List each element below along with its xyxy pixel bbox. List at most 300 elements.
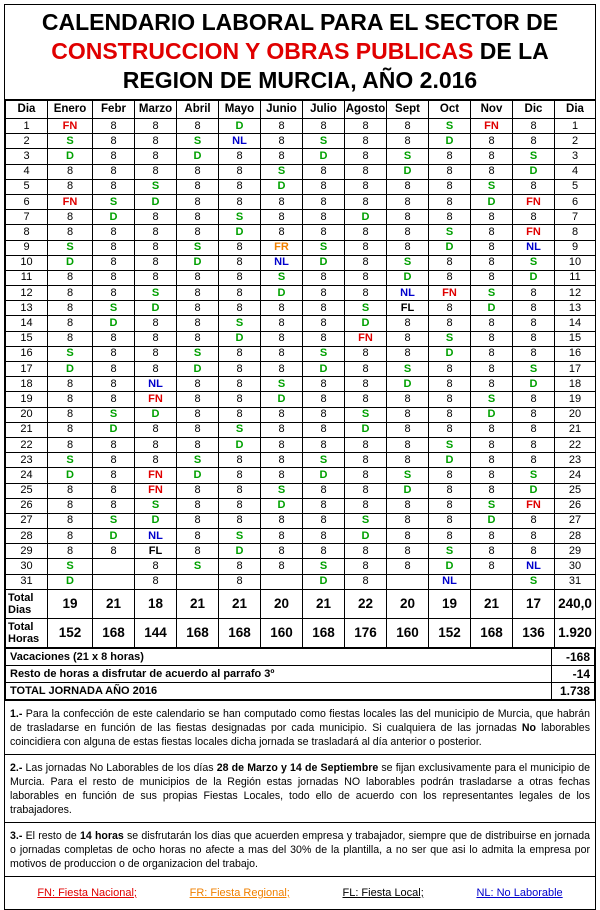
day-status-cell: 8 bbox=[303, 286, 345, 301]
day-status-cell: S bbox=[261, 483, 303, 498]
day-status-cell: FN bbox=[345, 331, 387, 346]
day-status-cell: D bbox=[429, 240, 471, 255]
day-status-cell: S bbox=[387, 468, 429, 483]
summary-table bbox=[5, 648, 595, 700]
day-status-cell: 8 bbox=[48, 316, 93, 331]
day-status-cell: 8 bbox=[429, 513, 471, 528]
day-status-cell: 8 bbox=[345, 544, 387, 559]
total-days-cell: 19 bbox=[48, 589, 93, 618]
day-status-cell: S bbox=[48, 559, 93, 574]
day-number-cell: 22 bbox=[6, 437, 48, 452]
day-status-cell: 8 bbox=[303, 377, 345, 392]
day-status-cell: S bbox=[345, 301, 387, 316]
day-status-cell: 8 bbox=[303, 119, 345, 134]
day-status-cell: 8 bbox=[429, 422, 471, 437]
day-column-header: Dia bbox=[6, 101, 48, 119]
day-status-cell: 8 bbox=[135, 453, 177, 468]
day-status-cell: 8 bbox=[471, 559, 513, 574]
total-hours-cell: 168 bbox=[303, 618, 345, 647]
day-status-cell: D bbox=[345, 316, 387, 331]
day-status-cell: 8 bbox=[513, 210, 555, 225]
day-status-cell: 8 bbox=[93, 286, 135, 301]
day-status-cell: S bbox=[177, 134, 219, 149]
day-number-cell: 23 bbox=[6, 453, 48, 468]
day-status-cell: 8 bbox=[135, 574, 177, 589]
day-status-cell: 8 bbox=[303, 316, 345, 331]
calendar-sheet bbox=[4, 4, 596, 910]
day-status-cell: NL bbox=[429, 574, 471, 589]
day-status-cell: 8 bbox=[471, 362, 513, 377]
day-number-cell: 14 bbox=[6, 316, 48, 331]
day-status-cell: 8 bbox=[93, 483, 135, 498]
day-status-cell: S bbox=[177, 453, 219, 468]
day-status-cell: 8 bbox=[219, 498, 261, 513]
day-status-cell: FN bbox=[513, 225, 555, 240]
day-status-cell: 8 bbox=[345, 362, 387, 377]
summary-value: 1.738 bbox=[552, 682, 595, 699]
day-status-cell: FL bbox=[387, 301, 429, 316]
day-status-cell: S bbox=[219, 210, 261, 225]
day-status-cell: S bbox=[471, 286, 513, 301]
day-status-cell: S bbox=[345, 407, 387, 422]
day-status-cell: 8 bbox=[261, 422, 303, 437]
day-status-cell: 8 bbox=[471, 437, 513, 452]
day-status-cell: D bbox=[471, 407, 513, 422]
day-status-cell: 8 bbox=[177, 210, 219, 225]
day-status-cell: 8 bbox=[303, 513, 345, 528]
day-number-cell: 2 bbox=[555, 134, 596, 149]
day-number-cell: 3 bbox=[6, 149, 48, 164]
title-line-3: REGION DE MURCIA, AÑO 2.016 bbox=[122, 67, 478, 93]
day-status-cell: 8 bbox=[429, 468, 471, 483]
month-column-header: Junio bbox=[261, 101, 303, 119]
total-hours-cell: 152 bbox=[48, 618, 93, 647]
day-status-cell: S bbox=[429, 119, 471, 134]
day-status-cell: D bbox=[387, 270, 429, 285]
day-number-cell: 1 bbox=[555, 119, 596, 134]
day-status-cell: 8 bbox=[93, 149, 135, 164]
day-status-cell: 8 bbox=[471, 316, 513, 331]
day-status-cell: 8 bbox=[261, 210, 303, 225]
day-status-cell: 8 bbox=[429, 529, 471, 544]
day-status-cell: D bbox=[261, 286, 303, 301]
day-status-cell: S bbox=[135, 179, 177, 194]
day-status-cell: NL bbox=[261, 255, 303, 270]
day-status-cell: 8 bbox=[93, 453, 135, 468]
day-status-cell: 8 bbox=[429, 407, 471, 422]
day-status-cell: 8 bbox=[219, 255, 261, 270]
day-status-cell: 8 bbox=[48, 437, 93, 452]
day-number-cell: 28 bbox=[6, 529, 48, 544]
day-status-cell: D bbox=[387, 483, 429, 498]
day-status-cell: 8 bbox=[261, 437, 303, 452]
day-status-cell: 8 bbox=[429, 149, 471, 164]
day-number-cell: 28 bbox=[555, 529, 596, 544]
day-number-cell: 26 bbox=[6, 498, 48, 513]
table-row bbox=[6, 483, 596, 498]
day-status-cell: D bbox=[219, 437, 261, 452]
day-status-cell: 8 bbox=[471, 544, 513, 559]
day-status-cell: 8 bbox=[261, 331, 303, 346]
day-status-cell bbox=[93, 559, 135, 574]
note-emphasis: 28 de Marzo y 14 de Septiembre bbox=[216, 761, 379, 774]
table-row bbox=[6, 453, 596, 468]
day-status-cell: 8 bbox=[303, 225, 345, 240]
day-status-cell: 8 bbox=[219, 483, 261, 498]
day-number-cell: 24 bbox=[555, 468, 596, 483]
day-status-cell: FR bbox=[261, 240, 303, 255]
day-number-cell: 10 bbox=[555, 255, 596, 270]
day-status-cell: D bbox=[429, 346, 471, 361]
day-status-cell: 8 bbox=[513, 529, 555, 544]
day-status-cell: 8 bbox=[471, 240, 513, 255]
note-text: se disfrutarán los dias que acuerden empresa y trabajador, siempre que de distribuirse en jornada o jornadas completas de ocho horas no afecte a mas del 30% de la plantilla, a no ser que asi lo admita la empresa por motivos de produccion o de organizacion del trabajo. bbox=[10, 829, 590, 870]
day-status-cell: S bbox=[48, 134, 93, 149]
day-status-cell: 8 bbox=[303, 529, 345, 544]
day-status-cell: 8 bbox=[219, 574, 261, 589]
day-status-cell: 8 bbox=[48, 179, 93, 194]
day-status-cell: NL bbox=[135, 377, 177, 392]
day-number-cell: 18 bbox=[6, 377, 48, 392]
day-status-cell: 8 bbox=[513, 331, 555, 346]
day-number-cell: 8 bbox=[555, 225, 596, 240]
day-status-cell: 8 bbox=[429, 316, 471, 331]
day-status-cell: 8 bbox=[219, 468, 261, 483]
total-hours-cell: 176 bbox=[345, 618, 387, 647]
day-status-cell: 8 bbox=[345, 483, 387, 498]
day-status-cell: D bbox=[219, 331, 261, 346]
title-line-1: CALENDARIO LABORAL PARA EL SECTOR DE bbox=[41, 9, 559, 35]
day-status-cell: S bbox=[48, 240, 93, 255]
month-column-header: Marzo bbox=[135, 101, 177, 119]
day-status-cell: 8 bbox=[261, 149, 303, 164]
day-status-cell: 8 bbox=[387, 498, 429, 513]
day-status-cell: 8 bbox=[135, 210, 177, 225]
day-status-cell: 8 bbox=[387, 422, 429, 437]
day-status-cell: 8 bbox=[429, 164, 471, 179]
day-status-cell: D bbox=[48, 468, 93, 483]
day-status-cell: S bbox=[429, 544, 471, 559]
day-status-cell: 8 bbox=[177, 331, 219, 346]
day-number-cell: 23 bbox=[555, 453, 596, 468]
day-status-cell: 8 bbox=[429, 392, 471, 407]
day-status-cell: 8 bbox=[261, 544, 303, 559]
note-text: Para la confección de este calendario se han computado como fiestas locales las del municipio de Murcia, que habrán de trasladarse en función de las fiestas designadas por cada municipio. Si cualquiera de las jornadas bbox=[10, 707, 590, 734]
day-status-cell: FN bbox=[48, 194, 93, 209]
day-status-cell: 8 bbox=[261, 468, 303, 483]
day-status-cell: 8 bbox=[513, 422, 555, 437]
day-status-cell: D bbox=[93, 210, 135, 225]
table-row bbox=[6, 179, 596, 194]
day-status-cell: 8 bbox=[48, 513, 93, 528]
day-status-cell: 8 bbox=[345, 286, 387, 301]
total-hours-cell: 168 bbox=[93, 618, 135, 647]
day-status-cell: 8 bbox=[513, 437, 555, 452]
header-row bbox=[6, 101, 596, 119]
day-status-cell: D bbox=[261, 392, 303, 407]
day-status-cell: D bbox=[513, 483, 555, 498]
legend-no-laborable: NL: No Laborable bbox=[476, 886, 563, 899]
table-row bbox=[6, 437, 596, 452]
day-number-cell: 27 bbox=[6, 513, 48, 528]
day-number-cell: 25 bbox=[555, 483, 596, 498]
day-status-cell: 8 bbox=[219, 179, 261, 194]
day-status-cell: 8 bbox=[471, 346, 513, 361]
day-status-cell: S bbox=[48, 346, 93, 361]
total-days-cell: 21 bbox=[219, 589, 261, 618]
day-status-cell: 8 bbox=[387, 529, 429, 544]
day-status-cell: 8 bbox=[303, 392, 345, 407]
table-row bbox=[6, 422, 596, 437]
day-status-cell: D bbox=[303, 574, 345, 589]
day-status-cell bbox=[177, 574, 219, 589]
day-number-cell: 29 bbox=[555, 544, 596, 559]
day-status-cell: 8 bbox=[345, 179, 387, 194]
day-status-cell: 8 bbox=[48, 210, 93, 225]
day-status-cell: 8 bbox=[261, 407, 303, 422]
total-hours-cell: 160 bbox=[261, 618, 303, 647]
day-status-cell: 8 bbox=[219, 164, 261, 179]
total-hours-cell: 168 bbox=[177, 618, 219, 647]
table-row bbox=[6, 362, 596, 377]
total-hours-row bbox=[6, 618, 596, 647]
day-status-cell: 8 bbox=[48, 529, 93, 544]
day-status-cell: 8 bbox=[303, 210, 345, 225]
day-status-cell: 8 bbox=[345, 240, 387, 255]
day-status-cell: 8 bbox=[471, 134, 513, 149]
day-status-cell: D bbox=[219, 119, 261, 134]
total-days-row bbox=[6, 589, 596, 618]
day-status-cell: 8 bbox=[177, 544, 219, 559]
total-days-cell: 21 bbox=[471, 589, 513, 618]
day-status-cell: 8 bbox=[345, 392, 387, 407]
day-number-cell: 16 bbox=[555, 346, 596, 361]
day-status-cell: S bbox=[135, 286, 177, 301]
day-status-cell: 8 bbox=[387, 407, 429, 422]
day-status-cell: D bbox=[93, 529, 135, 544]
day-status-cell: 8 bbox=[93, 225, 135, 240]
day-status-cell: S bbox=[513, 255, 555, 270]
day-number-cell: 15 bbox=[6, 331, 48, 346]
day-status-cell: 8 bbox=[48, 498, 93, 513]
day-status-cell: 8 bbox=[219, 346, 261, 361]
day-status-cell: 8 bbox=[471, 149, 513, 164]
note-text: se fijan exclusivamente para el municipio de Murcia. Para el resto de municipios de la Región estas jornadas NO laborables podrán trasladarse a otras fechas laborables en función de sus propias Fiestas Locales, todo ello de acuerdo con los representantes legales de los trabajadores. bbox=[10, 761, 590, 816]
summary-value: -14 bbox=[552, 665, 595, 682]
table-row bbox=[6, 529, 596, 544]
total-hours-cell: 136 bbox=[513, 618, 555, 647]
day-status-cell: D bbox=[261, 179, 303, 194]
month-column-header: Oct bbox=[429, 101, 471, 119]
day-number-cell: 12 bbox=[6, 286, 48, 301]
day-status-cell: S bbox=[261, 377, 303, 392]
day-status-cell: 8 bbox=[387, 179, 429, 194]
day-status-cell: 8 bbox=[303, 483, 345, 498]
table-row bbox=[6, 240, 596, 255]
day-status-cell: S bbox=[303, 559, 345, 574]
day-status-cell: 8 bbox=[93, 544, 135, 559]
summary-label: Resto de horas a disfrutar de acuerdo al parrafo 3º bbox=[6, 665, 552, 682]
day-status-cell: 8 bbox=[471, 453, 513, 468]
day-status-cell: FN bbox=[513, 194, 555, 209]
day-number-cell: 30 bbox=[555, 559, 596, 574]
legend-fiesta-regional: FR: Fiesta Regional; bbox=[189, 886, 290, 899]
day-status-cell bbox=[93, 574, 135, 589]
day-status-cell: 8 bbox=[219, 453, 261, 468]
day-status-cell: 8 bbox=[93, 346, 135, 361]
day-status-cell: 8 bbox=[429, 498, 471, 513]
day-status-cell: NL bbox=[387, 286, 429, 301]
day-status-cell: 8 bbox=[345, 559, 387, 574]
day-column-header: Dia bbox=[555, 101, 596, 119]
day-status-cell: D bbox=[387, 377, 429, 392]
day-status-cell: 8 bbox=[177, 270, 219, 285]
day-status-cell: S bbox=[93, 301, 135, 316]
day-status-cell: 8 bbox=[513, 392, 555, 407]
day-status-cell: 8 bbox=[219, 362, 261, 377]
day-status-cell: FN bbox=[429, 286, 471, 301]
notes-section bbox=[5, 700, 595, 876]
day-status-cell bbox=[387, 574, 429, 589]
day-status-cell: 8 bbox=[177, 513, 219, 528]
day-status-cell: 8 bbox=[345, 194, 387, 209]
day-status-cell: D bbox=[135, 513, 177, 528]
table-row bbox=[6, 574, 596, 589]
day-status-cell: 8 bbox=[135, 255, 177, 270]
day-number-cell: 9 bbox=[555, 240, 596, 255]
day-status-cell: 8 bbox=[387, 559, 429, 574]
day-status-cell: 8 bbox=[387, 210, 429, 225]
day-status-cell: D bbox=[303, 468, 345, 483]
day-status-cell: 8 bbox=[345, 453, 387, 468]
table-row bbox=[6, 134, 596, 149]
day-status-cell: 8 bbox=[93, 362, 135, 377]
day-number-cell: 4 bbox=[555, 164, 596, 179]
day-status-cell: 8 bbox=[177, 119, 219, 134]
day-status-cell: 8 bbox=[135, 437, 177, 452]
day-status-cell: 8 bbox=[177, 529, 219, 544]
title-line-2 bbox=[5, 37, 595, 66]
day-status-cell: 8 bbox=[219, 392, 261, 407]
day-status-cell: D bbox=[135, 301, 177, 316]
note-number: 3.- bbox=[10, 829, 23, 842]
day-status-cell: 8 bbox=[303, 194, 345, 209]
day-status-cell: D bbox=[177, 255, 219, 270]
day-status-cell: 8 bbox=[93, 164, 135, 179]
day-status-cell: D bbox=[303, 149, 345, 164]
month-column-header: Febr bbox=[93, 101, 135, 119]
day-status-cell: 8 bbox=[429, 179, 471, 194]
note-emphasis: No bbox=[521, 721, 537, 734]
day-status-cell: 8 bbox=[429, 270, 471, 285]
day-status-cell: 8 bbox=[93, 468, 135, 483]
table-row bbox=[6, 270, 596, 285]
day-status-cell: 8 bbox=[48, 407, 93, 422]
table-row bbox=[6, 194, 596, 209]
day-status-cell: 8 bbox=[177, 194, 219, 209]
day-status-cell: 8 bbox=[135, 270, 177, 285]
month-column-header: Abril bbox=[177, 101, 219, 119]
day-number-cell: 4 bbox=[6, 164, 48, 179]
day-status-cell: D bbox=[177, 149, 219, 164]
table-row bbox=[6, 164, 596, 179]
day-status-cell: S bbox=[219, 529, 261, 544]
day-status-cell: 8 bbox=[303, 544, 345, 559]
table-row bbox=[6, 331, 596, 346]
table-row bbox=[6, 119, 596, 134]
day-status-cell: 8 bbox=[345, 498, 387, 513]
day-status-cell: 8 bbox=[471, 270, 513, 285]
table-row bbox=[6, 346, 596, 361]
day-status-cell: 8 bbox=[261, 316, 303, 331]
day-status-cell: 8 bbox=[177, 286, 219, 301]
day-status-cell: 8 bbox=[261, 453, 303, 468]
day-status-cell: 8 bbox=[303, 270, 345, 285]
day-status-cell: 8 bbox=[135, 225, 177, 240]
day-number-cell: 1 bbox=[6, 119, 48, 134]
day-status-cell: 8 bbox=[429, 301, 471, 316]
day-status-cell: 8 bbox=[135, 559, 177, 574]
day-status-cell: S bbox=[513, 362, 555, 377]
day-status-cell bbox=[471, 574, 513, 589]
total-hours-cell: 152 bbox=[429, 618, 471, 647]
day-status-cell: FN bbox=[135, 392, 177, 407]
day-status-cell: 8 bbox=[135, 422, 177, 437]
day-status-cell: NL bbox=[513, 240, 555, 255]
day-status-cell: NL bbox=[219, 134, 261, 149]
day-status-cell: 8 bbox=[135, 149, 177, 164]
day-status-cell: 8 bbox=[219, 270, 261, 285]
day-status-cell: 8 bbox=[387, 316, 429, 331]
day-status-cell: 8 bbox=[93, 331, 135, 346]
total-days-cell: 18 bbox=[135, 589, 177, 618]
day-status-cell: 8 bbox=[345, 377, 387, 392]
table-row bbox=[6, 316, 596, 331]
day-status-cell: D bbox=[48, 574, 93, 589]
day-status-cell: 8 bbox=[513, 301, 555, 316]
day-status-cell: S bbox=[177, 559, 219, 574]
day-status-cell: D bbox=[429, 453, 471, 468]
day-status-cell: 8 bbox=[48, 164, 93, 179]
day-status-cell: D bbox=[135, 194, 177, 209]
day-status-cell: 8 bbox=[135, 240, 177, 255]
day-status-cell: S bbox=[513, 468, 555, 483]
day-status-cell: 8 bbox=[177, 422, 219, 437]
table-row bbox=[6, 407, 596, 422]
note-text: Las jornadas No Laborables de los días bbox=[22, 761, 217, 774]
day-status-cell: 8 bbox=[219, 407, 261, 422]
day-status-cell: S bbox=[471, 498, 513, 513]
day-status-cell: 8 bbox=[219, 240, 261, 255]
summary-value: -168 bbox=[552, 648, 595, 665]
day-status-cell: 8 bbox=[261, 194, 303, 209]
day-status-cell: D bbox=[93, 316, 135, 331]
summary-row-resto bbox=[6, 665, 595, 682]
table-row bbox=[6, 513, 596, 528]
table-row bbox=[6, 392, 596, 407]
day-status-cell: 8 bbox=[261, 346, 303, 361]
day-status-cell: D bbox=[261, 498, 303, 513]
day-status-cell: 8 bbox=[261, 134, 303, 149]
day-status-cell: D bbox=[387, 164, 429, 179]
day-number-cell: 25 bbox=[6, 483, 48, 498]
legend-fiesta-local: FL: Fiesta Local; bbox=[342, 886, 424, 899]
day-status-cell: D bbox=[345, 210, 387, 225]
month-column-header: Agosto bbox=[345, 101, 387, 119]
day-status-cell: S bbox=[261, 164, 303, 179]
day-status-cell: S bbox=[513, 149, 555, 164]
day-number-cell: 8 bbox=[6, 225, 48, 240]
